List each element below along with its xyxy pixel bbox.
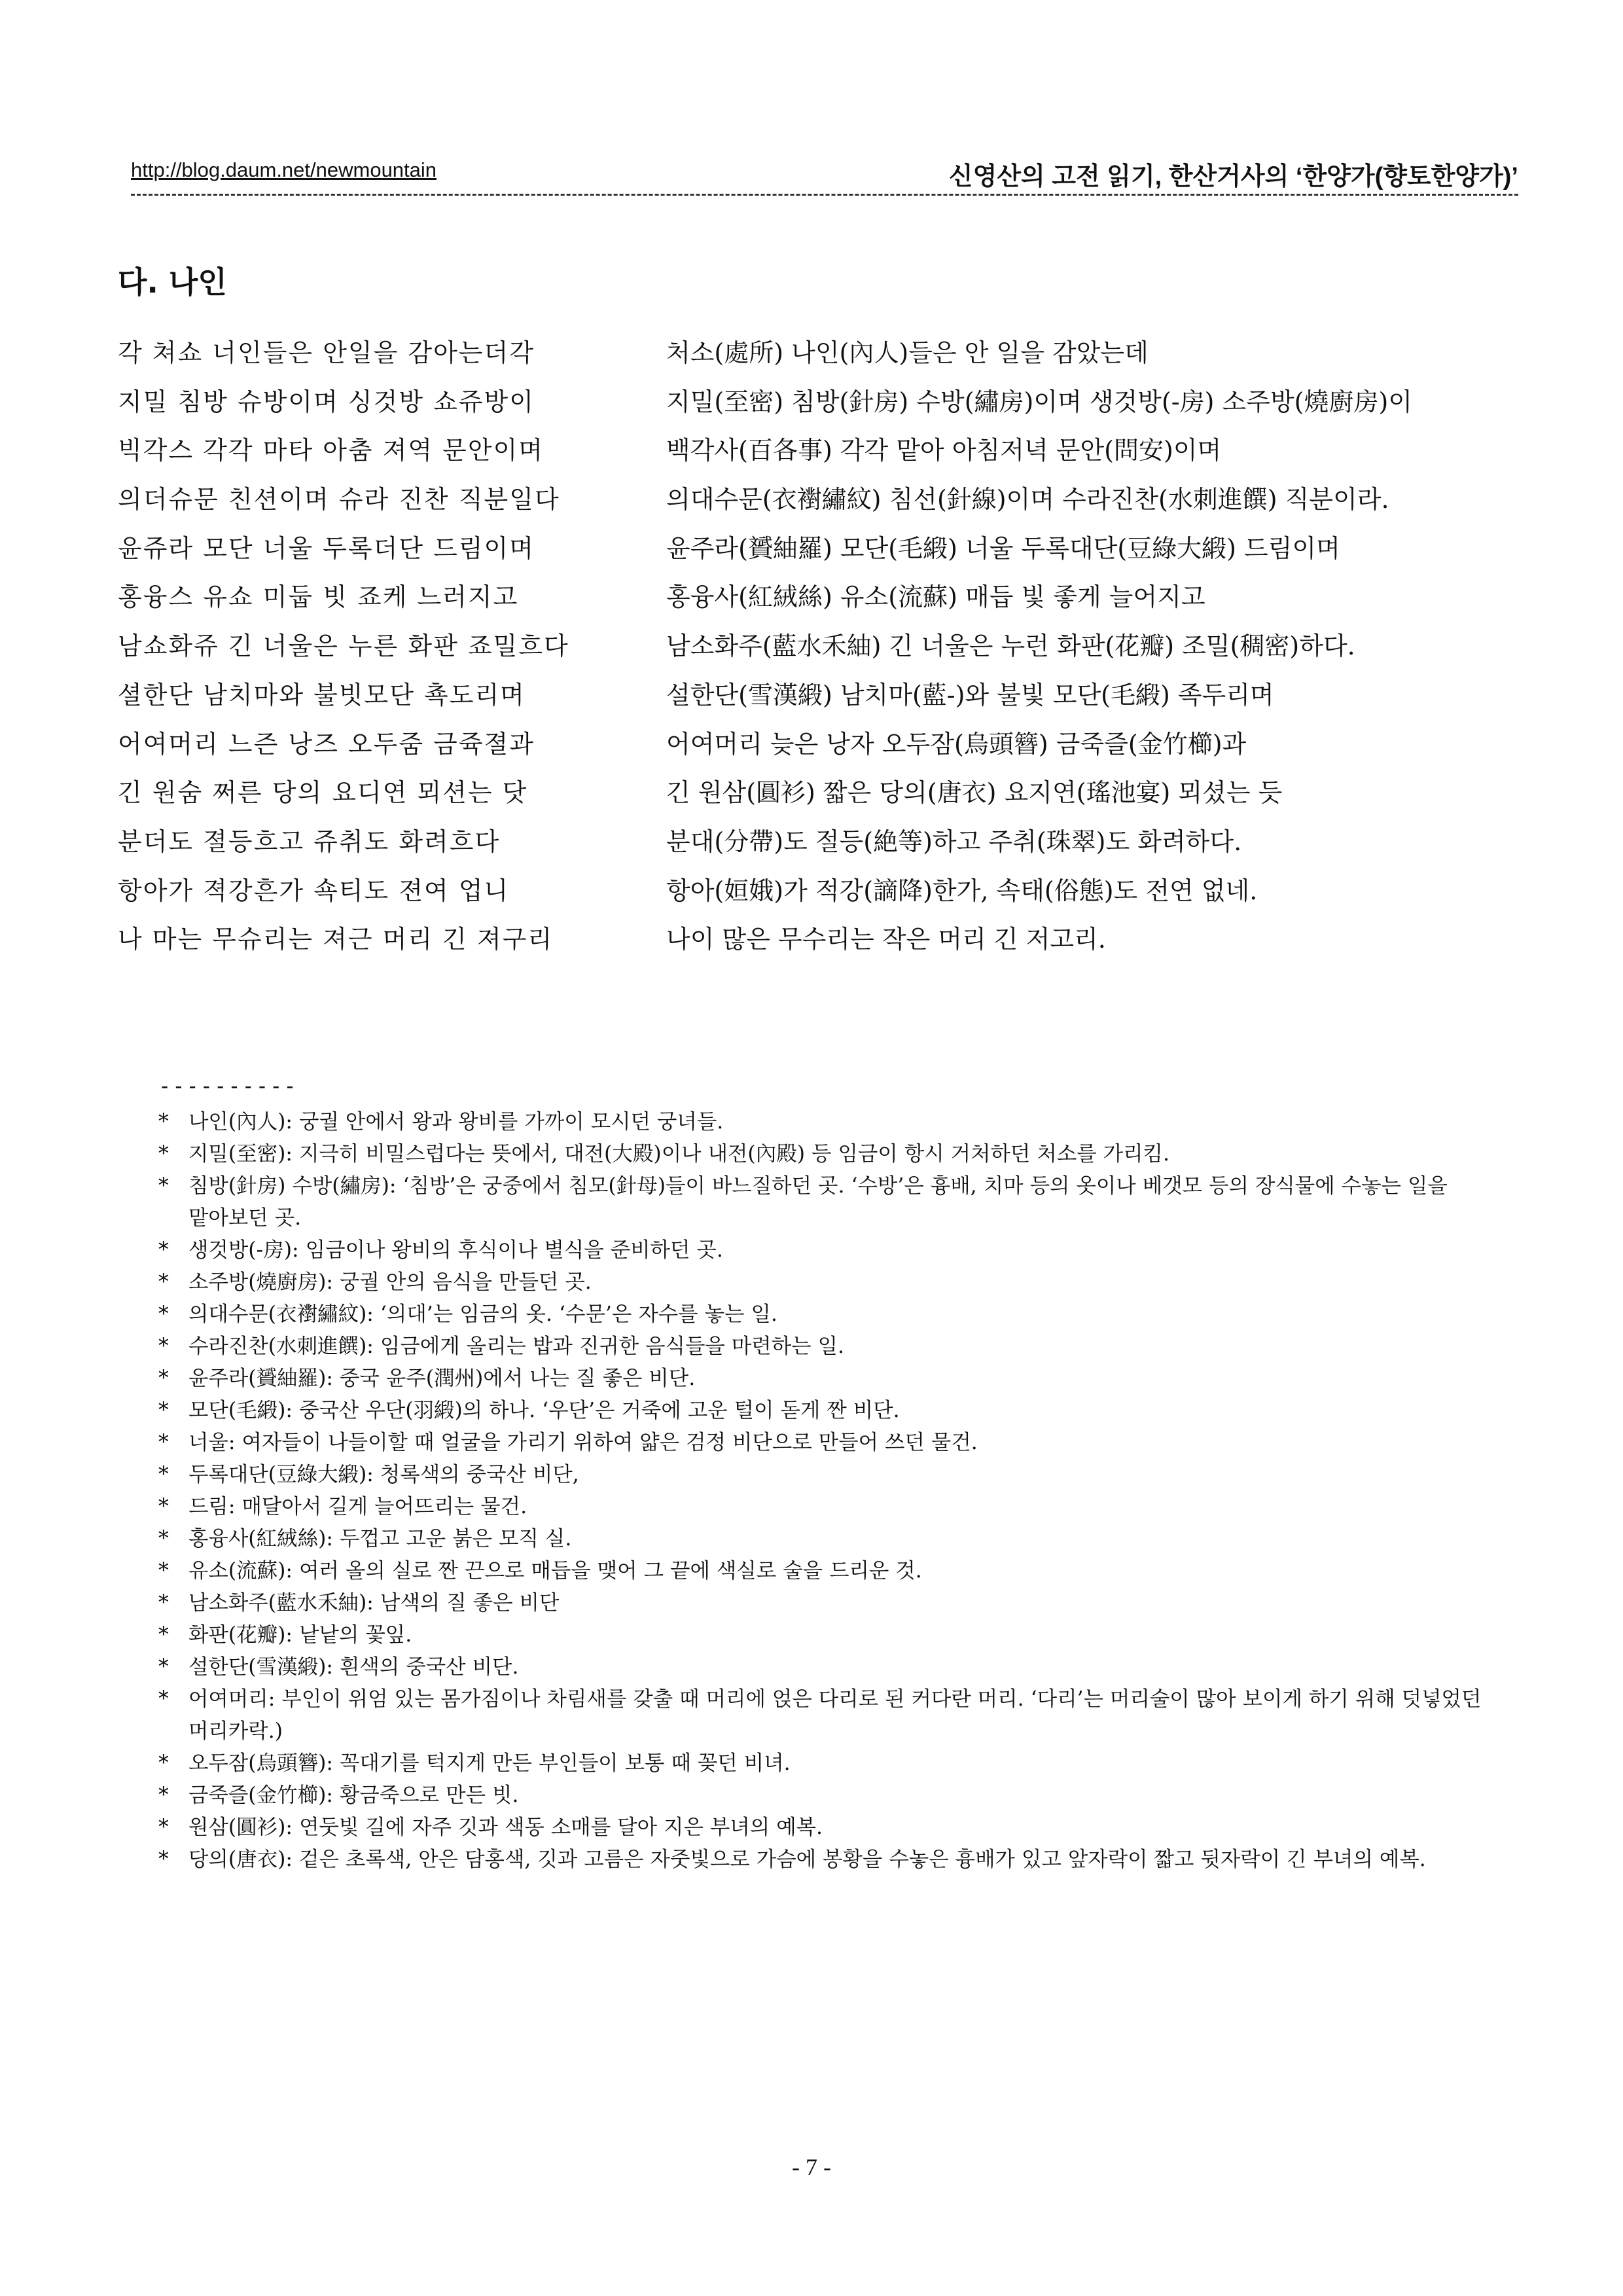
footnote-marker: *: [158, 1238, 169, 1262]
footnote-item: [158, 1683, 1526, 1748]
footnote-marker: *: [158, 1591, 169, 1615]
poem-old-text: 각 쳐쇼 너인들은 안일을 감아는더각: [118, 338, 535, 367]
footnote-text: 소주방(燒廚房): 궁궐 안의 음식을 만들던 곳.: [188, 1270, 592, 1294]
footnote-text: 어여머리: 부인이 위엄 있는 몸가짐이나 차림새를 갖출 때 머리에 얹은 다리로 된 커다란 머리. ‘다리’는 머리술이 많아 보이게 하기 위해 덧넣었던 머리카락.): [188, 1687, 1482, 1743]
poem-row: [118, 870, 1525, 920]
footnote-marker: *: [158, 1174, 169, 1198]
poem-old-text: 항아가 젹강흔가 쇽티도 젼여 업니: [118, 876, 510, 905]
poem-modern-text: 지밀(至密) 침방(針房) 수방(繡房)이며 생것방(-房) 소주방(燒廚房)이: [666, 387, 1413, 416]
footnote-text: 윤주라(贇紬羅): 중국 윤주(潤州)에서 나는 질 좋은 비단.: [188, 1367, 696, 1390]
footnote-marker: *: [158, 1816, 169, 1839]
footnote-marker: *: [158, 1751, 169, 1775]
poem-modern-text: 남소화주(藍水禾紬) 긴 너울은 누런 화판(花瓣) 조밀(稠密)하다.: [666, 632, 1355, 661]
poem-old-text: 분더도 졀등흐고 쥬취도 화려흐다: [118, 827, 501, 856]
poem-row: [118, 479, 1525, 528]
footnote-text: 당의(唐衣): 겉은 초록색, 안은 담홍색, 깃과 고름은 자줏빛으로 가슴에 봉황을 수놓은 흉배가 있고 앞자락이 짧고 뒷자락이 긴 부녀의 예복.: [188, 1848, 1426, 1871]
poem-old-text: 빅각스 각각 마타 아춤 져역 문안이며: [118, 436, 544, 465]
poem-old-text: 윤쥬라 모단 너울 두록더단 드림이며: [118, 533, 535, 563]
poem-old-text: 홍융스 유쇼 미둡 빗 죠케 느러지고: [118, 583, 519, 612]
header-divider: [131, 194, 1518, 196]
footnote-text: 수라진찬(水刺進饌): 임금에게 올리는 밥과 진귀한 음식들을 마련하는 일.: [188, 1335, 845, 1358]
poem-row: [118, 626, 1525, 675]
footnote-item: [158, 1395, 1526, 1427]
poem-modern-text: 의대수문(衣襨繡紋) 침선(針線)이며 수라진찬(水刺進饌) 직분이라.: [666, 485, 1389, 514]
footnote-marker: *: [158, 1784, 169, 1807]
footnote-item: [158, 1523, 1526, 1555]
footnote-item: [158, 1555, 1526, 1587]
footnote-item: [158, 1138, 1526, 1170]
footnote-text: 설한단(雪漢緞): 흰색의 중국산 비단.: [188, 1655, 519, 1679]
footnote-text: 유소(流蘇): 여러 올의 실로 짠 끈으로 매듭을 맺어 그 끝에 색실로 술을 드리운 것.: [188, 1559, 922, 1583]
poem-modern-text: 윤주라(贇紬羅) 모단(毛緞) 너울 두록대단(豆綠大緞) 드림이며: [666, 533, 1340, 563]
poem-modern-text: 처소(處所) 나인(內人)들은 안 일을 감았는데: [666, 338, 1149, 367]
footnote-marker: *: [158, 1495, 169, 1518]
footnote-marker: *: [158, 1559, 169, 1583]
footnote-text: 금죽즐(金竹櫛): 황금죽으로 만든 빗.: [188, 1784, 519, 1807]
footnote-text: 두록대단(豆綠大緞): 청록색의 중국산 비단,: [188, 1463, 579, 1486]
footnote-marker: *: [158, 1270, 169, 1294]
footnote-item: [158, 1331, 1526, 1363]
footnote-marker: *: [158, 1335, 169, 1358]
poem-row: [118, 577, 1525, 626]
footnote-text: 화판(花瓣): 낱낱의 꽃잎.: [188, 1623, 412, 1647]
footnote-text: 오두잠(烏頭簪): 꼭대기를 턱지게 만든 부인들이 보통 때 꽂던 비녀.: [188, 1751, 791, 1775]
poem-row: [118, 382, 1525, 431]
footnote-marker: *: [158, 1302, 169, 1326]
poem-modern-text: 나이 많은 무수리는 작은 머리 긴 저고리.: [666, 925, 1106, 954]
footnote-marker: *: [158, 1527, 169, 1551]
poem-old-text: 나 마는 무슈리는 져근 머리 긴 져구리: [118, 925, 554, 954]
poem-modern-text: 어여머리 늦은 낭자 오두잠(烏頭簪) 금죽즐(金竹櫛)과: [666, 729, 1247, 759]
footnote-text: 지밀(至密): 지극히 비밀스럽다는 뜻에서, 대전(大殿)이나 내전(內殿) 등 임금이 항시 거처하던 처소를 가리킴.: [188, 1142, 1169, 1166]
poem-table: [118, 332, 1525, 968]
footnote-item: [158, 1106, 1526, 1138]
footnotes-list: [158, 1106, 1526, 1876]
footnote-marker: *: [158, 1142, 169, 1166]
footnote-item: [158, 1780, 1526, 1812]
poem-row: [118, 821, 1525, 870]
poem-old-text: 긴 원숨 쩌른 당의 요디연 뫼션는 닷: [118, 778, 528, 808]
poem-old-text: 남쇼화쥬 긴 너울은 누른 화판 죠밀흐다: [118, 632, 569, 661]
footnote-item: [158, 1427, 1526, 1459]
footnote-item: [158, 1812, 1526, 1844]
footnote-text: 의대수문(衣襨繡紋): ‘의대’는 임금의 옷. ‘수문’은 자수를 놓는 일.: [188, 1302, 777, 1326]
footnote-item: [158, 1651, 1526, 1683]
page-header: [131, 156, 1518, 188]
poem-old-text: 지밀 침방 슈방이며 싱것방 쇼쥬방이: [118, 387, 535, 416]
footnote-marker: *: [158, 1463, 169, 1486]
footnote-text: 너울: 여자들이 나들이할 때 얼굴을 가리기 위하여 얇은 검정 비단으로 만들어 쓰던 물건.: [188, 1431, 978, 1454]
footnote-text: 모단(毛緞): 중국산 우단(羽緞)의 하나. ‘우단’은 거죽에 고운 털이 돋게 짠 비단.: [188, 1399, 900, 1422]
footnote-item: [158, 1587, 1526, 1619]
footnote-item: [158, 1299, 1526, 1331]
footnote-item: [158, 1491, 1526, 1523]
footnote-marker: *: [158, 1687, 169, 1711]
poem-row: [118, 919, 1525, 968]
footnote-item: [158, 1844, 1526, 1876]
footnote-item: [158, 1234, 1526, 1266]
poem-modern-text: 백각사(百各事) 각각 맡아 아침저녁 문안(問安)이며: [666, 436, 1222, 465]
poem-modern-text: 긴 원삼(圓衫) 짧은 당의(唐衣) 요지연(瑤池宴) 뫼셨는 듯: [666, 778, 1283, 808]
poem-row: [118, 528, 1525, 577]
footnote-item: [158, 1619, 1526, 1651]
footnote-text: 드림: 매달아서 길게 늘어뜨리는 물건.: [188, 1495, 527, 1518]
poem-row: [118, 724, 1525, 773]
poem-modern-text: 항아(姮娥)가 적강(謫降)한가, 속태(俗態)도 전연 없네.: [666, 876, 1258, 905]
poem-old-text: 셜한단 남치마와 불빗모단 쵹도리며: [118, 680, 526, 709]
poem-old-text: 어여머리 느즌 낭즈 오두줌 금쥭졀과: [118, 729, 535, 759]
footnote-marker: *: [158, 1367, 169, 1390]
footnote-marker: *: [158, 1848, 169, 1871]
footnote-item: [158, 1170, 1526, 1234]
header-title: 신영산의 고전 읽기, 한산거사의 ‘한양가(향토한양가)’: [948, 163, 1518, 190]
footnote-text: 원삼(圓衫): 연둣빛 길에 자주 깃과 색동 소매를 달아 지은 부녀의 예복.: [188, 1816, 823, 1839]
page-number: - 7 -: [792, 2154, 831, 2180]
footnote-item: [158, 1363, 1526, 1395]
footnote-text: 나인(內人): 궁궐 안에서 왕과 왕비를 가까이 모시던 궁녀들.: [188, 1110, 724, 1134]
footnote-text: 남소화주(藍水禾紬): 남색의 질 좋은 비단: [188, 1591, 560, 1615]
footnote-text: 홍융사(紅絨絲): 두껍고 고운 붉은 모직 실.: [188, 1527, 572, 1551]
footnote-text: 생것방(-房): 임금이나 왕비의 후식이나 별식을 준비하던 곳.: [188, 1238, 723, 1262]
section-title: 다. 나인: [118, 264, 227, 300]
footnote-text: 침방(針房) 수방(繡房): ‘침방’은 궁중에서 침모(針母)들이 바느질하던 곳. ‘수방’은 흉배, 치마 등의 옷이나 베갯모 등의 장식물에 수놓는 일을 맡아보던 곳.: [188, 1174, 1448, 1230]
footnote-marker: *: [158, 1655, 169, 1679]
footnote-marker: *: [158, 1399, 169, 1422]
poem-row: [118, 772, 1525, 821]
footnote-marker: *: [158, 1110, 169, 1134]
footnote-marker: *: [158, 1623, 169, 1647]
poem-row: [118, 332, 1525, 382]
poem-modern-text: 분대(分帶)도 절등(絶等)하고 주취(珠翠)도 화려하다.: [666, 827, 1242, 856]
footnote-item: [158, 1748, 1526, 1780]
footnote-item: [158, 1459, 1526, 1491]
notes-separator: ----------: [158, 1073, 298, 1098]
footnote-marker: *: [158, 1431, 169, 1454]
poem-row: [118, 675, 1525, 724]
poem-row: [118, 430, 1525, 479]
poem-modern-text: 설한단(雪漢緞) 남치마(藍-)와 불빛 모단(毛緞) 족두리며: [666, 680, 1274, 709]
blog-url-link[interactable]: http://blog.daum.net/newmountain: [131, 158, 437, 181]
poem-modern-text: 홍융사(紅絨絲) 유소(流蘇) 매듭 빛 좋게 늘어지고: [666, 583, 1205, 612]
poem-old-text: 의더슈문 친션이며 슈라 진찬 직분일다: [118, 485, 560, 514]
footnote-item: [158, 1266, 1526, 1299]
